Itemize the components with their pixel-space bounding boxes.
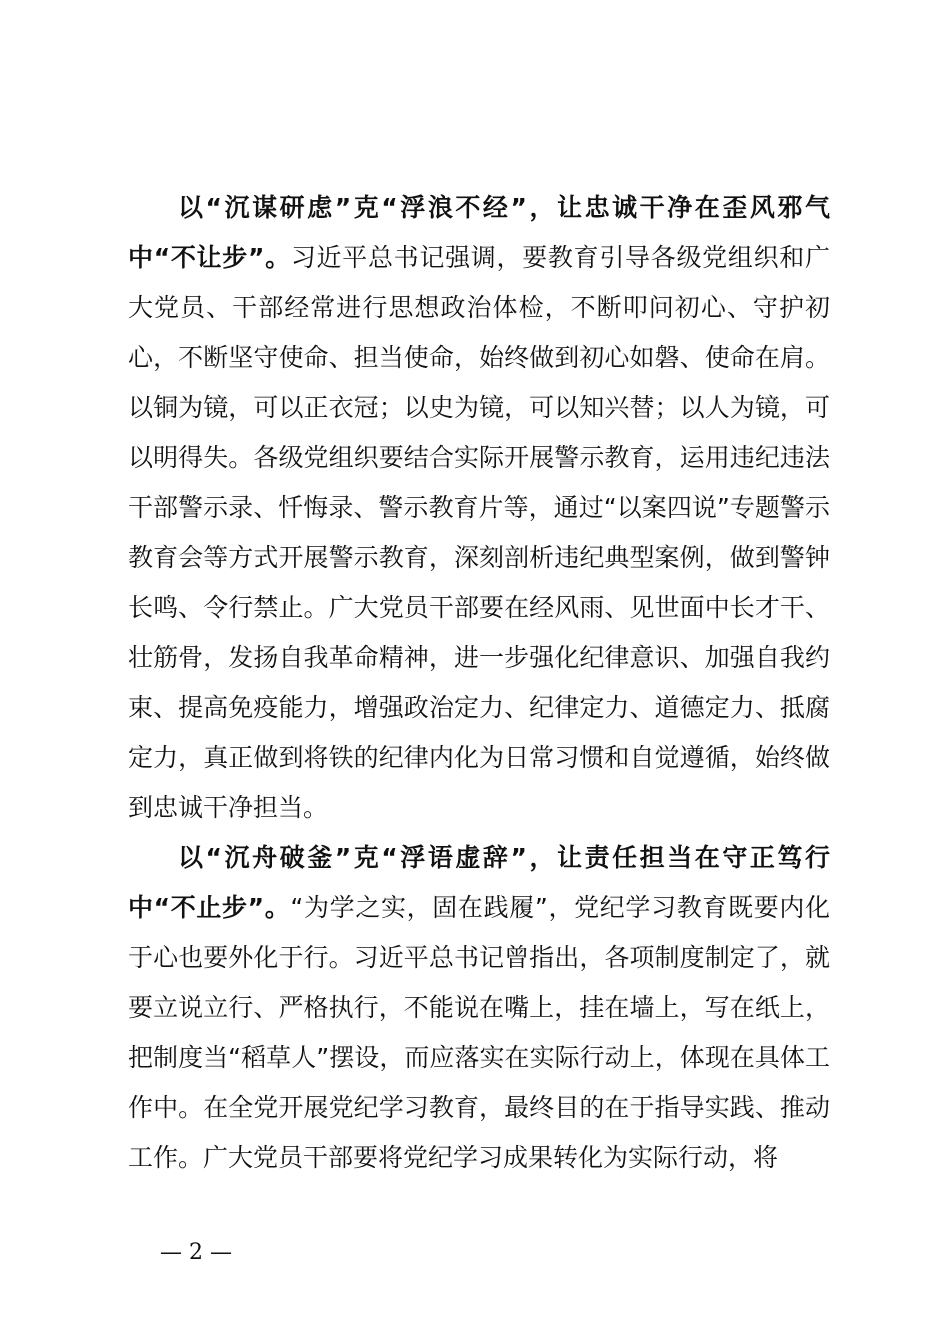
paragraph-1 [128, 183, 830, 833]
paragraph-1-lead: 以“沉谋研虑”克“浮浪不经”，让忠诚干净在歪风邪气中“不让步”。 [128, 193, 830, 272]
paragraph-1-body: 习近平总书记强调，要教育引导各级党组织和广大党员、干部经常进行思想政治体检，不断叩问初心、守护初心，不断坚守使命、担当使命，始终做到初心如磐、使命在肩。以铜为镜，可以正衣冠；以史为镜，可以知兴替；以人为镜，可以明得失。各级党组织要结合实际开展警示教育，运用违纪违法干部警示录、忏悔录、警示教育片等，通过“以案四说”专题警示教育会等方式开展警示教育，深刻剖析违纪典型案例，做到警钟长鸣、令行禁止。广大党员干部要在经风雨、见世面中长才干、壮筋骨，发扬自我革命精神，进一步强化纪律意识、加强自我约束、提高免疫能力，增强政治定力、纪律定力、道德定力、抵腐定力，真正做到将铁的纪律内化为日常习惯和自觉遵循，始终做到忠诚干净担当。 [128, 243, 830, 822]
paragraph-2-body: “为学之实，固在践履”，党纪学习教育既要内化于心也要外化于行。习近平总书记曾指出，各项制度制定了，就要立说立行、严格执行，不能说在嘴上，挂在墙上，写在纸上，把制度当“稻草人”摆设，而应落实在实际行动上，体现在具体工作中。在全党开展党纪学习教育，最终目的在于指导实践、推动工作。广大党员干部要将党纪学习成果转化为实际行动，将 [128, 893, 830, 1172]
paragraph-2 [128, 833, 830, 1183]
body-text [128, 183, 830, 1183]
page-number: — 2 — [160, 1240, 232, 1265]
paragraph-2-lead: 以“沉舟破釜”克“浮语虚辞”，让责任担当在守正笃行中“不止步”。 [128, 843, 830, 922]
